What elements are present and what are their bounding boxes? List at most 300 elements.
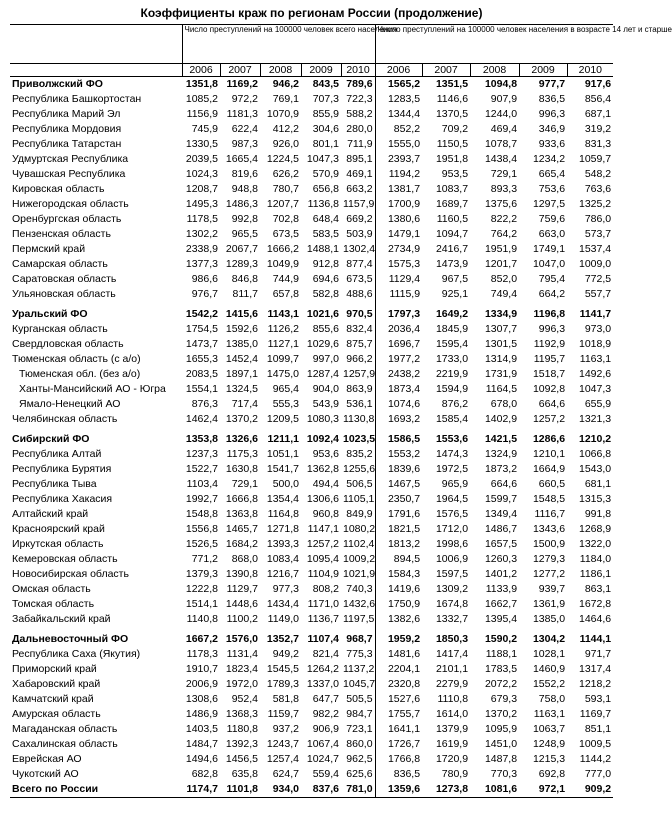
rate-14plus-cell: 1083,7	[435, 183, 469, 195]
region-name: Томская область	[12, 598, 95, 610]
rate-14plus-cell: 1527,6	[375, 692, 422, 707]
rate-14plus-cell: 836,5	[538, 93, 566, 105]
rate-total-cell: 1070,9	[266, 108, 299, 120]
rate-14plus-cell: 1195,7	[533, 353, 566, 365]
rate-total-cell: 1448,6	[225, 598, 258, 610]
rate-total-cell: 622,4	[231, 123, 258, 135]
rate-14plus-cell: 1210,2	[578, 433, 612, 445]
rate-14plus-cell: 1575,3	[375, 257, 422, 272]
rate-total-cell: 1684,2	[225, 538, 258, 550]
rate-14plus-cell: 795,4	[538, 273, 566, 285]
rate-14plus-cell: 856,4	[584, 93, 612, 105]
rate-total-cell: 588,2	[346, 108, 373, 120]
rate-total-cell: 745,9	[191, 123, 218, 135]
rate-total-cell: 970,5	[346, 308, 373, 320]
rate-total-cell: 1047,3	[306, 153, 339, 165]
year-header: 2006	[375, 64, 422, 77]
rate-total-cell: 1434,4	[266, 598, 299, 610]
rate-total-cell: 1289,3	[225, 258, 258, 270]
rate-total-cell: 1083,4	[266, 553, 299, 565]
rate-total-cell: 977,3	[272, 583, 299, 595]
rate-total-cell: 1257,2	[306, 538, 339, 550]
rate-total-cell: 982,2	[312, 708, 339, 720]
rate-14plus-cell: 2219,9	[435, 368, 469, 380]
rate-total-cell: 972,2	[231, 93, 258, 105]
rate-14plus-cell: 758,0	[538, 693, 566, 705]
rate-total-cell: 855,6	[312, 323, 339, 335]
rate-total-cell: 673,5	[272, 228, 299, 240]
region-name: Красноярский край	[12, 523, 105, 535]
rate-total-cell: 1541,7	[266, 463, 299, 475]
rate-14plus-cell: 925,1	[441, 288, 469, 300]
rate-total-cell: 717,4	[231, 398, 258, 410]
rate-total-cell: 1222,8	[185, 583, 218, 595]
rate-14plus-cell: 1301,5	[484, 338, 518, 350]
rate-total-cell: 740,3	[346, 583, 373, 595]
rate-total-cell: 1542,2	[185, 308, 218, 320]
rate-total-cell: 781,0	[341, 782, 375, 798]
rate-14plus-cell: 863,1	[584, 583, 612, 595]
rate-total-cell: 1157,9	[343, 198, 375, 210]
rate-14plus-cell: 1850,3	[435, 633, 469, 645]
rate-14plus-cell: 573,7	[584, 228, 612, 240]
rate-total-cell: 819,6	[231, 168, 258, 180]
region-name: Республика Хакасия	[12, 493, 113, 505]
rate-total-cell: 895,1	[346, 153, 373, 165]
rate-14plus-cell: 1755,7	[375, 707, 422, 722]
rate-14plus-cell: 1649,2	[435, 308, 469, 320]
rate-total-cell: 543,9	[312, 398, 339, 410]
rate-total-cell: 1169,2	[226, 78, 258, 90]
population-14plus-header: Число преступлений на 100000 человек населения в возрасте 14 лет и старше	[375, 25, 613, 64]
rate-14plus-cell: 1731,9	[484, 368, 518, 380]
rate-14plus-cell: 709,2	[441, 123, 469, 135]
region-name: Алтайский край	[12, 508, 89, 520]
rate-total-cell: 1107,4	[307, 633, 339, 645]
rate-total-cell: 843,5	[312, 78, 339, 90]
rate-total-cell: 583,5	[312, 228, 339, 240]
rate-14plus-cell: 469,4	[490, 123, 518, 135]
rate-total-cell: 1556,8	[185, 523, 218, 535]
rate-14plus-cell: 2320,8	[375, 677, 422, 692]
rate-14plus-cell: 1576,5	[435, 508, 469, 520]
rate-total-cell: 1393,3	[266, 538, 299, 550]
rate-14plus-cell: 851,1	[584, 723, 612, 735]
rate-14plus-cell: 1349,4	[484, 508, 518, 520]
rate-14plus-cell: 1115,9	[375, 287, 422, 302]
rate-14plus-cell: 1537,4	[578, 243, 612, 255]
rate-14plus-cell: 1196,8	[533, 308, 566, 320]
region-row	[10, 477, 613, 492]
region-name: Кемеровская область	[12, 553, 118, 565]
district-row	[10, 632, 613, 647]
rate-total-cell: 1023,5	[343, 433, 376, 445]
year-header: 2009	[519, 64, 567, 77]
rate-14plus-cell: 1749,1	[532, 243, 566, 255]
rate-total-cell: 1208,7	[185, 183, 218, 195]
region-row	[10, 272, 613, 287]
rate-14plus-cell: 1286,6	[532, 433, 566, 445]
rate-total-cell: 1432,6	[343, 598, 376, 610]
rate-14plus-cell: 909,2	[567, 782, 613, 798]
rate-14plus-cell: 1188,1	[485, 648, 518, 660]
rate-total-cell: 1101,8	[220, 782, 260, 798]
rate-total-cell: 2083,5	[185, 368, 218, 380]
rate-14plus-cell: 1657,5	[484, 538, 518, 550]
rate-total-cell: 1105,1	[343, 493, 375, 505]
rate-14plus-cell: 1370,5	[435, 108, 469, 120]
rate-14plus-cell: 1095,9	[484, 723, 518, 735]
rate-14plus-cell: 1146,6	[436, 93, 469, 105]
rate-14plus-cell: 1733,0	[435, 353, 469, 365]
rate-14plus-cell: 1009,0	[578, 258, 612, 270]
year-header: 2008	[470, 64, 519, 77]
rate-14plus-cell: 852,0	[490, 273, 518, 285]
rate-total-cell: 1127,1	[267, 338, 299, 350]
rate-14plus-cell: 1599,7	[484, 493, 518, 505]
rate-14plus-cell: 1700,9	[375, 197, 422, 212]
rate-total-cell: 992,8	[231, 213, 258, 225]
rate-14plus-cell: 2036,4	[375, 322, 422, 337]
region-row	[10, 242, 613, 257]
year-header: 2007	[220, 64, 260, 77]
rate-14plus-cell: 678,0	[490, 398, 518, 410]
rate-14plus-cell: 1184,0	[579, 553, 612, 565]
rate-total-cell: 1473,7	[185, 338, 218, 350]
rate-total-cell: 1257,9	[343, 368, 376, 380]
rate-total-cell: 1271,8	[266, 523, 299, 535]
rate-total-cell: 1363,8	[225, 508, 258, 520]
rate-14plus-cell: 1283,5	[375, 92, 422, 107]
region-row	[10, 597, 613, 612]
region-name: Оренбургская область	[12, 213, 122, 225]
rate-total-cell: 711,9	[347, 138, 373, 150]
rate-total-cell: 863,9	[346, 383, 373, 395]
region-row	[10, 287, 613, 302]
rate-total-cell: 808,2	[312, 583, 339, 595]
rate-14plus-cell: 1234,2	[532, 153, 566, 165]
rate-14plus-cell: 933,6	[538, 138, 566, 150]
rate-total-cell: 707,3	[312, 93, 339, 105]
rate-14plus-cell: 953,5	[441, 168, 469, 180]
rate-14plus-cell: 967,5	[441, 273, 469, 285]
region-row	[10, 722, 613, 737]
rate-14plus-cell: 1977,2	[375, 352, 422, 367]
rate-total-cell: 304,6	[312, 123, 339, 135]
rate-14plus-cell: 1218,2	[578, 678, 612, 690]
rate-total-cell: 1352,7	[266, 633, 299, 645]
rate-14plus-cell: 687,1	[584, 108, 612, 120]
rate-total-cell: 1385,0	[225, 338, 258, 350]
rate-total-cell: 506,5	[346, 478, 373, 490]
rate-14plus-cell: 1839,6	[375, 462, 422, 477]
rate-total-cell: 984,7	[346, 708, 373, 720]
rate-14plus-cell: 1555,0	[375, 137, 422, 152]
rate-total-cell: 1306,6	[306, 493, 339, 505]
rate-14plus-cell: 664,6	[490, 478, 518, 490]
rate-total-cell: 789,6	[346, 78, 373, 90]
region-row	[10, 367, 613, 382]
rate-14plus-cell: 1972,5	[435, 463, 469, 475]
rate-total-cell: 494,4	[312, 478, 339, 490]
rate-total-cell: 581,8	[272, 693, 299, 705]
rate-14plus-cell: 1565,2	[375, 77, 422, 93]
region-name: Омская область	[12, 583, 91, 595]
region-row	[10, 92, 613, 107]
rate-total-cell: 1368,3	[225, 708, 258, 720]
rate-total-cell: 1051,1	[266, 448, 299, 460]
region-name: Курганская область	[12, 323, 108, 335]
page-title: Коэффициенты краж по регионам России (продолжение)	[140, 6, 483, 20]
rate-total-cell: 648,4	[312, 213, 339, 225]
rate-14plus-cell: 1332,7	[435, 613, 469, 625]
rate-total-cell: 1630,8	[225, 463, 258, 475]
region-name: Хабаровский край	[12, 678, 101, 690]
rate-14plus-cell: 852,2	[375, 122, 422, 137]
region-row	[10, 677, 613, 692]
rate-total-cell: 412,2	[272, 123, 299, 135]
rate-14plus-cell: 729,1	[490, 168, 518, 180]
rate-14plus-cell: 1317,4	[578, 663, 612, 675]
rate-total-cell: 1130,8	[343, 413, 375, 425]
rate-14plus-cell: 1873,4	[375, 382, 422, 397]
rate-total-cell: 744,9	[272, 273, 299, 285]
region-name: Республика Башкортостан	[12, 93, 142, 105]
rate-total-cell: 771,2	[191, 553, 218, 565]
years-row	[10, 64, 613, 77]
region-name: Новосибирская область	[12, 568, 129, 580]
rate-14plus-cell: 2350,7	[375, 492, 422, 507]
region-row	[10, 647, 613, 662]
year-header: 2010	[567, 64, 613, 77]
rate-14plus-cell: 893,3	[490, 183, 518, 195]
rate-14plus-cell: 1689,7	[435, 198, 469, 210]
rate-total-cell: 1264,2	[306, 663, 339, 675]
rate-14plus-cell: 972,1	[519, 782, 567, 798]
rate-14plus-cell: 1467,5	[375, 477, 422, 492]
district-row	[10, 432, 613, 447]
rate-14plus-cell: 1314,9	[484, 353, 518, 365]
rate-total-cell: 1099,7	[266, 353, 299, 365]
rate-14plus-cell: 346,9	[538, 123, 566, 135]
rate-total-cell: 987,3	[231, 138, 258, 150]
rate-total-cell: 1021,6	[306, 308, 339, 320]
rate-14plus-cell: 1481,6	[375, 647, 422, 662]
rate-14plus-cell: 1370,2	[484, 708, 518, 720]
rate-total-cell: 1392,3	[225, 738, 258, 750]
rate-total-cell: 1456,5	[225, 753, 258, 765]
rate-total-cell: 1080,3	[306, 413, 339, 425]
rate-14plus-cell: 1464,6	[578, 613, 612, 625]
rate-total-cell: 1308,6	[185, 693, 218, 705]
rate-14plus-cell: 692,8	[538, 768, 566, 780]
rate-14plus-cell: 1257,2	[532, 413, 566, 425]
rate-total-cell: 1362,8	[306, 463, 339, 475]
region-row	[10, 492, 613, 507]
rate-14plus-cell: 1380,6	[375, 212, 422, 227]
rate-14plus-cell: 1315,3	[578, 493, 612, 505]
rate-14plus-cell: 1553,2	[375, 447, 422, 462]
rate-total-cell: 1324,5	[225, 383, 258, 395]
rate-14plus-cell: 763,6	[584, 183, 612, 195]
region-name: Пермский край	[12, 243, 86, 255]
rate-14plus-cell: 593,1	[584, 693, 612, 705]
rate-14plus-cell: 1641,1	[375, 722, 422, 737]
rate-14plus-cell: 2734,9	[375, 242, 422, 257]
rate-total-cell: 1216,7	[266, 568, 299, 580]
rate-total-cell: 855,9	[312, 108, 339, 120]
rate-14plus-cell: 1664,9	[532, 463, 566, 475]
rate-total-cell: 1354,4	[266, 493, 299, 505]
rate-total-cell: 1143,1	[267, 308, 299, 320]
rate-14plus-cell: 1873,2	[484, 463, 518, 475]
rate-total-cell: 1164,8	[267, 508, 299, 520]
region-name: Пензенская область	[12, 228, 111, 240]
rate-14plus-cell: 1473,9	[435, 258, 469, 270]
rate-total-cell: 966,2	[346, 353, 373, 365]
table-body	[10, 77, 613, 798]
rate-total-cell: 1667,2	[185, 633, 218, 645]
region-name: Республика Татарстан	[12, 138, 122, 150]
rate-14plus-cell: 2393,7	[375, 152, 422, 167]
region-name: Сахалинская область	[12, 738, 118, 750]
rate-14plus-cell: 1401,2	[484, 568, 518, 580]
rate-total-cell: 1178,5	[186, 213, 218, 225]
region-row	[10, 257, 613, 272]
rate-14plus-cell: 664,6	[538, 398, 566, 410]
rate-14plus-cell: 1074,6	[375, 397, 422, 412]
rate-14plus-cell: 1244,0	[484, 108, 518, 120]
region-name: Тюменская область (с а/о)	[12, 353, 141, 365]
rate-14plus-cell: 1163,1	[579, 353, 612, 365]
rate-total-cell: 1224,5	[266, 153, 299, 165]
rate-14plus-cell: 1674,8	[435, 598, 469, 610]
region-name: Уральский ФО	[12, 308, 88, 320]
rate-total-cell: 1486,9	[185, 708, 218, 720]
rate-14plus-cell: 1321,3	[578, 413, 612, 425]
rate-14plus-cell: 1201,7	[484, 258, 518, 270]
rate-total-cell: 280,0	[346, 123, 373, 135]
region-row	[10, 322, 613, 337]
rate-14plus-cell: 655,9	[584, 398, 612, 410]
year-header: 2010	[341, 64, 375, 77]
region-name: Республика Саха (Якутия)	[12, 648, 141, 660]
rate-14plus-cell: 2279,9	[435, 678, 469, 690]
region-name: Ханты-Мансийский АО - Югра	[19, 383, 166, 395]
rate-14plus-cell: 1063,7	[532, 723, 566, 735]
region-row	[10, 767, 613, 782]
rate-total-cell: 904,0	[312, 383, 339, 395]
rate-14plus-cell: 1322,0	[578, 538, 612, 550]
rate-total-cell: 2006,9	[185, 678, 218, 690]
rate-14plus-cell: 1712,0	[435, 523, 469, 535]
region-row	[10, 212, 613, 227]
rate-total-cell: 832,4	[346, 323, 373, 335]
rate-total-cell: 1910,7	[185, 663, 218, 675]
rate-total-cell: 1021,9	[343, 568, 376, 580]
rate-total-cell: 960,8	[312, 508, 339, 520]
rate-14plus-cell: 1186,1	[579, 568, 612, 580]
region-name: Удмуртская Республика	[12, 153, 129, 165]
rate-14plus-cell: 663,0	[538, 228, 566, 240]
rate-total-cell: 849,9	[346, 508, 373, 520]
rate-total-cell: 1475,0	[266, 368, 299, 380]
rate-14plus-cell: 1279,3	[532, 553, 566, 565]
rate-total-cell: 1465,7	[225, 523, 258, 535]
region-name: Свердловская область	[12, 338, 124, 350]
rate-14plus-cell: 681,1	[584, 478, 612, 490]
rate-total-cell: 1080,2	[343, 523, 376, 535]
rate-14plus-cell: 1548,5	[532, 493, 566, 505]
region-row	[10, 137, 613, 152]
rate-total-cell: 626,2	[272, 168, 299, 180]
region-row	[10, 507, 613, 522]
rate-14plus-cell: 1951,9	[484, 243, 518, 255]
rate-total-cell: 635,8	[231, 768, 258, 780]
rate-total-cell: 1029,6	[306, 338, 339, 350]
rate-14plus-cell: 548,2	[584, 168, 612, 180]
rate-total-cell: 694,6	[312, 273, 339, 285]
rate-total-cell: 1197,5	[343, 613, 375, 625]
rate-14plus-cell: 1845,9	[435, 323, 469, 335]
year-header: 2006	[182, 64, 220, 77]
region-name: Саратовская область	[12, 273, 117, 285]
rate-total-cell: 1351,8	[185, 78, 218, 90]
region-name: Камчатский край	[12, 693, 94, 705]
rate-total-cell: 1330,5	[185, 138, 218, 150]
rate-14plus-cell: 1821,5	[375, 522, 422, 537]
rate-14plus-cell: 1047,3	[578, 383, 612, 395]
rate-14plus-cell: 1518,7	[532, 368, 566, 380]
rate-total-cell: 624,7	[272, 768, 299, 780]
rate-total-cell: 1415,6	[225, 308, 258, 320]
rate-total-cell: 868,0	[231, 553, 258, 565]
rate-14plus-cell: 1421,5	[484, 433, 518, 445]
rate-14plus-cell: 1959,2	[375, 632, 422, 647]
rate-total-cell: 1102,4	[343, 538, 375, 550]
rate-total-cell: 1045,7	[343, 678, 376, 690]
rate-14plus-cell: 1009,5	[578, 738, 612, 750]
rate-14plus-cell: 822,2	[490, 213, 518, 225]
rate-14plus-cell: 907,9	[490, 93, 518, 105]
rate-total-cell: 555,3	[272, 398, 299, 410]
region-name: Челябинская область	[12, 413, 118, 425]
crime-rate-table	[10, 24, 672, 798]
rate-14plus-cell: 770,3	[490, 768, 518, 780]
region-name: Кировская область	[12, 183, 105, 195]
rate-total-cell: 986,6	[191, 273, 218, 285]
rate-14plus-cell: 1028,1	[532, 648, 566, 660]
region-row	[10, 382, 613, 397]
rate-total-cell: 1972,0	[225, 678, 258, 690]
rate-14plus-cell: 557,7	[584, 288, 612, 300]
rate-total-cell: 968,7	[346, 633, 373, 645]
region-row	[10, 462, 613, 477]
year-header: 2007	[422, 64, 470, 77]
rate-total-cell: 1326,6	[225, 433, 258, 445]
rate-14plus-cell: 1693,2	[375, 412, 422, 427]
rate-total-cell: 877,4	[346, 258, 373, 270]
rate-14plus-cell: 1451,0	[484, 738, 518, 750]
rate-14plus-cell: 679,3	[490, 693, 518, 705]
rate-total-cell: 835,2	[346, 448, 373, 460]
rate-total-cell: 1462,4	[185, 413, 218, 425]
region-row	[10, 567, 613, 582]
region-row	[10, 582, 613, 597]
rate-total-cell: 1156,9	[186, 108, 218, 120]
rate-14plus-cell: 1047,0	[532, 258, 566, 270]
rate-14plus-cell: 1169,7	[579, 708, 612, 720]
